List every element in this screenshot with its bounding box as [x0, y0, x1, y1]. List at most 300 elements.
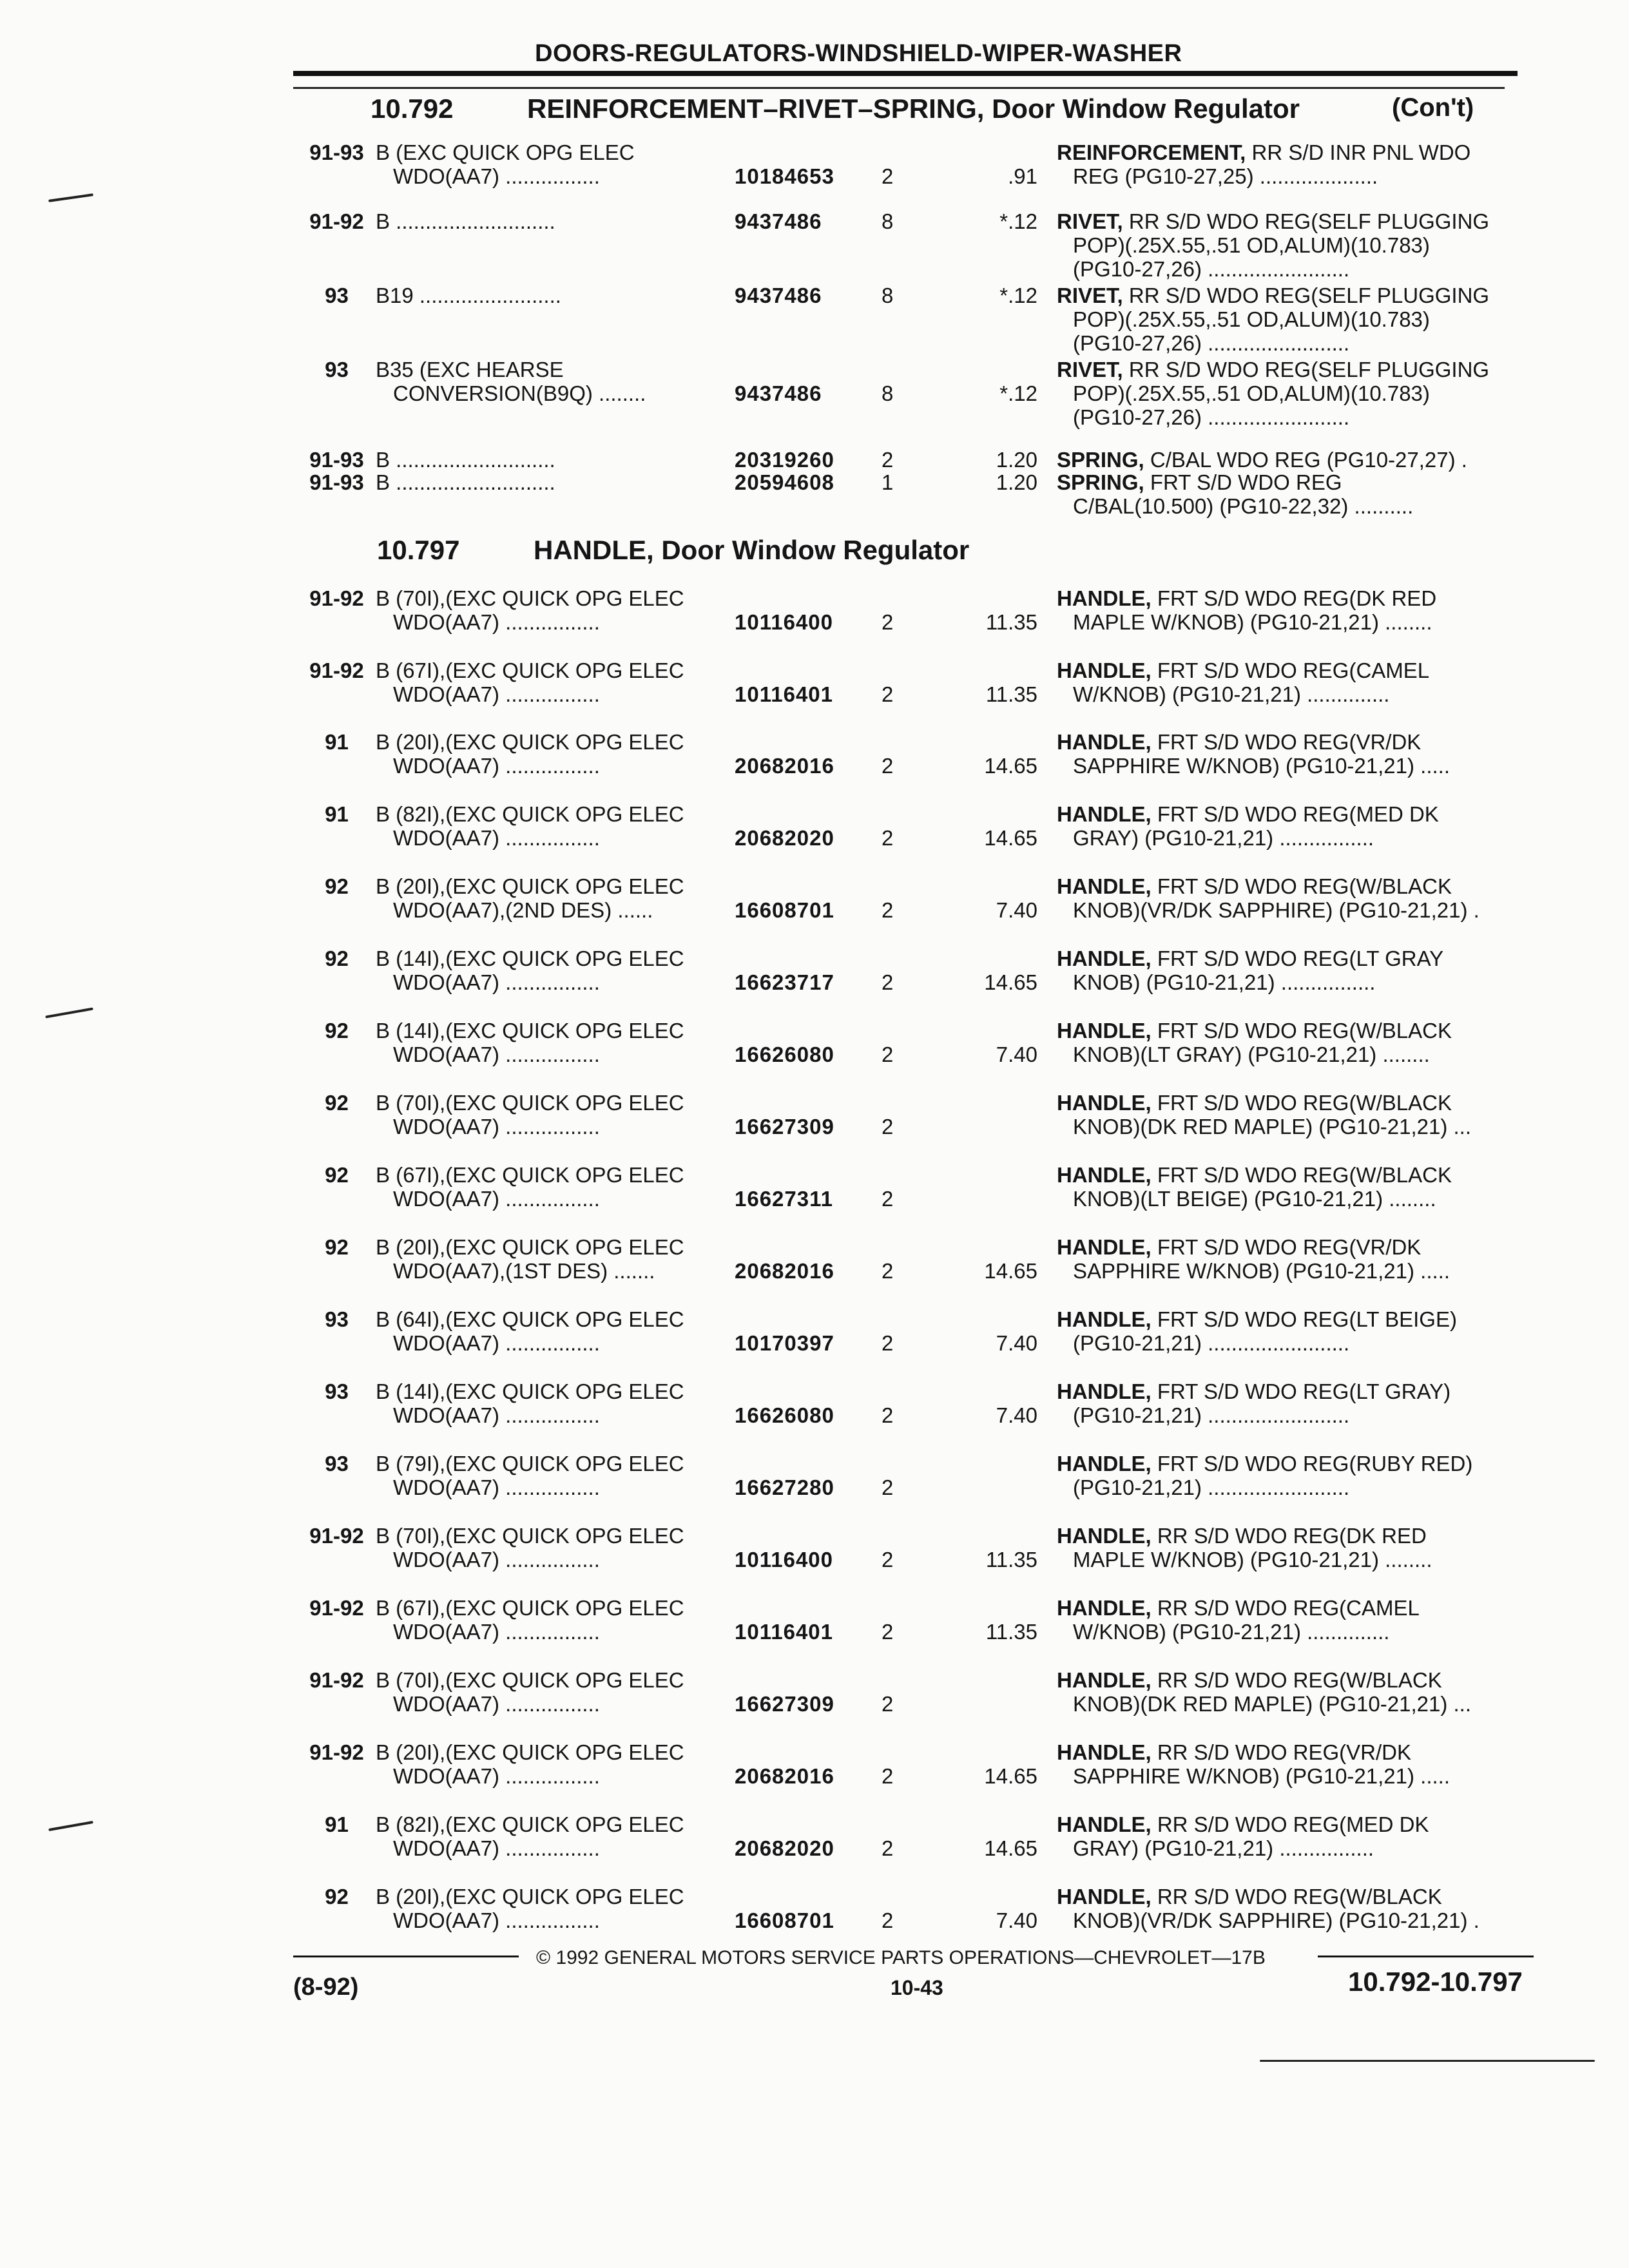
description-keyword: HANDLE, [1057, 1091, 1152, 1115]
quantity: 2 [882, 1187, 894, 1211]
part-description [1057, 1596, 1420, 1644]
price: 14.65 [984, 1764, 1037, 1788]
model-line: B (14I),(EXC QUICK OPG ELEC [376, 947, 684, 970]
model-description [376, 1524, 684, 1571]
binder-mark [48, 1821, 93, 1831]
description-keyword: REINFORCEMENT, [1057, 140, 1246, 164]
model-line: B (82I),(EXC QUICK OPG ELEC [376, 1812, 684, 1836]
part-description [1057, 874, 1480, 922]
part-number: 16627309 [735, 1115, 834, 1139]
header-rule-thin [293, 87, 1505, 89]
description-line: KNOB)(LT GRAY) (PG10-21,21) ........ [1073, 1043, 1430, 1066]
description-keyword: HANDLE, [1057, 1524, 1152, 1548]
description-keyword: RIVET, [1057, 358, 1123, 381]
model-description [376, 947, 684, 994]
revision-date: (8-92) [293, 1974, 359, 2001]
description-text: FRT S/D WDO REG(LT GRAY [1157, 947, 1444, 970]
description-text: FRT S/D WDO REG(MED DK [1157, 802, 1439, 826]
description-text: FRT S/D WDO REG(W/BLACK [1157, 1163, 1452, 1187]
quantity: 2 [882, 970, 894, 994]
model-line: WDO(AA7) ................ [393, 1475, 600, 1499]
description-keyword: HANDLE, [1057, 1307, 1152, 1331]
price: 7.40 [996, 1908, 1037, 1932]
part-number: 16608701 [735, 1908, 834, 1932]
description-line [1057, 1379, 1451, 1403]
price: *.12 [999, 284, 1037, 307]
description-keyword: SPRING, [1057, 470, 1144, 494]
description-text: FRT S/D WDO REG(VR/DK [1157, 730, 1422, 754]
description-keyword: HANDLE, [1057, 1379, 1152, 1403]
section-heading-10792 [371, 93, 1300, 124]
part-description [1057, 1668, 1471, 1716]
model-description [376, 1885, 684, 1932]
part-description [1057, 1235, 1450, 1283]
part-number: 16626080 [735, 1403, 834, 1427]
model-line: B ........................... [376, 448, 555, 472]
model-line: WDO(AA7) ................ [393, 1548, 600, 1571]
description-keyword: HANDLE, [1057, 1452, 1152, 1475]
description-keyword: HANDLE, [1057, 658, 1152, 682]
description-keyword: HANDLE, [1057, 1235, 1152, 1259]
binder-mark [45, 1008, 93, 1019]
part-description [1057, 1019, 1452, 1066]
quantity: 2 [882, 1331, 894, 1355]
model-year: 91-92 [309, 1740, 364, 1764]
model-description [376, 1668, 684, 1716]
model-line: B (14I),(EXC QUICK OPG ELEC [376, 1379, 684, 1403]
part-number: 9437486 [735, 284, 822, 307]
model-year: 91-92 [309, 586, 364, 610]
price: 1.20 [996, 470, 1037, 494]
quantity: 2 [882, 1692, 894, 1716]
description-line: SAPPHIRE W/KNOB) (PG10-21,21) ..... [1073, 754, 1450, 778]
quantity: 2 [882, 1836, 894, 1860]
model-year: 93 [325, 1452, 349, 1475]
description-line [1057, 1596, 1420, 1620]
model-description [376, 448, 555, 472]
price: 11.35 [985, 610, 1037, 634]
model-line: WDO(AA7) ................ [393, 1115, 600, 1139]
part-number: 20682020 [735, 1836, 834, 1860]
price: 7.40 [996, 1043, 1037, 1066]
model-description [376, 1163, 684, 1211]
description-line: (PG10-27,26) ........................ [1073, 405, 1350, 429]
part-description [1057, 1163, 1452, 1211]
description-text: RR S/D WDO REG(MED DK [1157, 1812, 1429, 1836]
description-line [1057, 1307, 1457, 1331]
description-keyword: HANDLE, [1057, 1885, 1152, 1908]
description-text: FRT S/D WDO REG(RUBY RED) [1157, 1452, 1473, 1475]
model-line: B (67I),(EXC QUICK OPG ELEC [376, 658, 684, 682]
model-description [376, 1740, 684, 1788]
description-text: RR S/D WDO REG(SELF PLUGGING [1128, 209, 1490, 233]
quantity: 2 [882, 1764, 894, 1788]
description-text: RR S/D WDO REG(SELF PLUGGING [1128, 284, 1490, 307]
quantity: 2 [882, 898, 894, 922]
model-line: WDO(AA7) ................ [393, 682, 600, 706]
description-text: FRT S/D WDO REG(W/BLACK [1157, 1091, 1452, 1115]
description-text: RR S/D WDO REG(DK RED [1157, 1524, 1427, 1548]
quantity: 2 [882, 826, 894, 850]
description-line [1057, 802, 1439, 826]
model-description [376, 1379, 684, 1427]
model-line: B (67I),(EXC QUICK OPG ELEC [376, 1596, 684, 1620]
description-keyword: HANDLE, [1057, 802, 1152, 826]
model-line: WDO(AA7) ................ [393, 610, 600, 634]
footer-rule-left [293, 1956, 519, 1957]
model-line: WDO(AA7) ................ [393, 754, 600, 778]
model-year: 91-92 [309, 1524, 364, 1548]
part-number: 16627311 [735, 1187, 834, 1211]
description-line: SAPPHIRE W/KNOB) (PG10-21,21) ..... [1073, 1259, 1450, 1283]
description-line [1057, 1235, 1450, 1259]
model-line: B ........................... [376, 470, 555, 494]
description-line: GRAY) (PG10-21,21) ................ [1073, 1836, 1374, 1860]
description-text: FRT S/D WDO REG(W/BLACK [1157, 1019, 1452, 1043]
price: 7.40 [996, 898, 1037, 922]
description-line: KNOB)(LT BEIGE) (PG10-21,21) ........ [1073, 1187, 1436, 1211]
description-line [1057, 947, 1443, 970]
description-text: FRT S/D WDO REG(CAMEL [1157, 658, 1430, 682]
part-number: 16627280 [735, 1475, 834, 1499]
model-description [376, 730, 684, 778]
section-title: REINFORCEMENT–RIVET–SPRING, Door Window Regulator [527, 93, 1300, 124]
description-line [1057, 140, 1470, 164]
model-line: WDO(AA7) ................ [393, 1764, 600, 1788]
description-line [1057, 1091, 1471, 1115]
description-line [1057, 730, 1450, 754]
header-rule [293, 71, 1518, 76]
part-description [1057, 1885, 1480, 1932]
quantity: 8 [882, 381, 894, 405]
model-line: WDO(AA7),(1ST DES) ....... [393, 1259, 655, 1283]
part-description [1057, 1812, 1429, 1860]
description-line: W/KNOB) (PG10-21,21) .............. [1073, 682, 1390, 706]
model-line: WDO(AA7) ................ [393, 1187, 600, 1211]
model-description [376, 658, 684, 706]
description-line: MAPLE W/KNOB) (PG10-21,21) ........ [1073, 1548, 1432, 1571]
description-line [1057, 1524, 1432, 1548]
model-line: WDO(AA7),(2ND DES) ...... [393, 898, 653, 922]
section-title: HANDLE, Door Window Regulator [534, 535, 970, 565]
description-line: W/KNOB) (PG10-21,21) .............. [1073, 1620, 1390, 1644]
description-line: POP)(.25X.55,.51 OD,ALUM)(10.783) [1073, 381, 1430, 405]
description-keyword: HANDLE, [1057, 1163, 1152, 1187]
quantity: 2 [882, 1475, 894, 1499]
description-keyword: HANDLE, [1057, 730, 1152, 754]
part-number: 9437486 [735, 209, 822, 233]
part-description [1057, 209, 1489, 281]
page-number: 10-43 [891, 1976, 943, 1999]
quantity: 2 [882, 682, 894, 706]
part-number: 20594608 [735, 470, 834, 494]
description-line [1057, 284, 1489, 307]
model-line: WDO(AA7) ................ [393, 970, 600, 994]
model-description [376, 1019, 684, 1066]
model-year: 93 [325, 1307, 349, 1331]
model-year: 93 [325, 358, 349, 381]
price: 14.65 [984, 754, 1037, 778]
description-keyword: RIVET, [1057, 209, 1123, 233]
description-text: RR S/D WDO REG(CAMEL [1157, 1596, 1420, 1620]
quantity: 1 [882, 470, 894, 494]
part-number: 10116401 [735, 1620, 834, 1644]
model-line: B35 (EXC HEARSE [376, 358, 564, 381]
part-description [1057, 470, 1413, 518]
part-number: 9437486 [735, 381, 822, 405]
part-description [1057, 284, 1489, 355]
description-text: FRT S/D WDO REG [1150, 470, 1342, 494]
description-text: RR S/D WDO REG(W/BLACK [1157, 1885, 1442, 1908]
price: 14.65 [984, 970, 1037, 994]
model-year: 91-92 [309, 1596, 364, 1620]
model-line: WDO(AA7) ................ [393, 1331, 600, 1355]
description-line [1057, 209, 1489, 233]
quantity: 8 [882, 209, 894, 233]
description-text: FRT S/D WDO REG(VR/DK [1157, 1235, 1422, 1259]
part-description [1057, 140, 1470, 188]
price: 14.65 [984, 1836, 1037, 1860]
model-year: 91-92 [309, 658, 364, 682]
description-keyword: HANDLE, [1057, 586, 1152, 610]
description-line: REG (PG10-27,25) .................... [1073, 164, 1378, 188]
model-line: B (14I),(EXC QUICK OPG ELEC [376, 1019, 684, 1043]
description-line: (PG10-21,21) ........................ [1073, 1475, 1350, 1499]
price: *.12 [999, 381, 1037, 405]
model-year: 91-93 [309, 470, 364, 494]
model-line: B (20I),(EXC QUICK OPG ELEC [376, 1235, 684, 1259]
model-line: B (20I),(EXC QUICK OPG ELEC [376, 1740, 684, 1764]
description-line [1057, 586, 1436, 610]
description-keyword: HANDLE, [1057, 947, 1152, 970]
model-year: 92 [325, 874, 349, 898]
part-description [1057, 802, 1439, 850]
part-description [1057, 947, 1443, 994]
description-keyword: HANDLE, [1057, 1019, 1152, 1043]
model-year: 91 [325, 1812, 349, 1836]
quantity: 2 [882, 754, 894, 778]
description-line [1057, 1452, 1472, 1475]
model-line: WDO(AA7) ................ [393, 1692, 600, 1716]
description-keyword: SPRING, [1057, 448, 1144, 472]
description-line: C/BAL(10.500) (PG10-22,32) .......... [1073, 494, 1414, 518]
description-line [1057, 1740, 1450, 1764]
model-year: 91 [325, 730, 349, 754]
part-description [1057, 1740, 1450, 1788]
model-description [376, 209, 555, 233]
model-line: B (82I),(EXC QUICK OPG ELEC [376, 802, 684, 826]
model-description [376, 586, 684, 634]
model-year: 92 [325, 1235, 349, 1259]
description-text: C/BAL WDO REG (PG10-27,27) . [1150, 448, 1467, 472]
description-text: FRT S/D WDO REG(LT GRAY) [1157, 1379, 1451, 1403]
model-year: 91-93 [309, 140, 364, 164]
description-line [1057, 1812, 1429, 1836]
part-description [1057, 1524, 1432, 1571]
model-line: WDO(AA7) ................ [393, 164, 600, 188]
model-year: 91 [325, 802, 349, 826]
description-line: KNOB) (PG10-21,21) ................ [1073, 970, 1376, 994]
description-line: KNOB)(DK RED MAPLE) (PG10-21,21) ... [1073, 1692, 1471, 1716]
description-text: RR S/D WDO REG(W/BLACK [1157, 1668, 1442, 1692]
model-year: 92 [325, 1163, 349, 1187]
model-line: B (20I),(EXC QUICK OPG ELEC [376, 1885, 684, 1908]
description-text: FRT S/D WDO REG(W/BLACK [1157, 874, 1452, 898]
copyright: © 1992 GENERAL MOTORS SERVICE PARTS OPERATIONS—CHEVROLET—17B [536, 1947, 1266, 1968]
description-text: RR S/D INR PNL WDO [1251, 140, 1471, 164]
quantity: 2 [882, 1908, 894, 1932]
model-line: WDO(AA7) ................ [393, 1836, 600, 1860]
model-line: B ........................... [376, 209, 555, 233]
quantity: 8 [882, 284, 894, 307]
description-text: RR S/D WDO REG(VR/DK [1157, 1740, 1412, 1764]
section-number: 10.792 [371, 93, 454, 124]
part-number: 10184653 [735, 164, 834, 188]
description-line [1057, 658, 1429, 682]
part-number: 10116400 [735, 610, 834, 634]
description-keyword: HANDLE, [1057, 1812, 1152, 1836]
model-year: 93 [325, 1379, 349, 1403]
model-line: B (20I),(EXC QUICK OPG ELEC [376, 730, 684, 754]
quantity: 2 [882, 1620, 894, 1644]
description-line [1057, 874, 1480, 898]
model-line: WDO(AA7) ................ [393, 1043, 600, 1066]
description-line: POP)(.25X.55,.51 OD,ALUM)(10.783) [1073, 307, 1430, 331]
part-description [1057, 586, 1436, 634]
description-line: (PG10-21,21) ........................ [1073, 1403, 1350, 1427]
model-description [376, 802, 684, 850]
price: 11.35 [985, 1620, 1037, 1644]
part-description [1057, 1091, 1471, 1139]
description-line [1057, 1885, 1480, 1908]
part-number: 16608701 [735, 898, 834, 922]
part-number: 20682016 [735, 754, 834, 778]
model-line: B (70I),(EXC QUICK OPG ELEC [376, 1668, 684, 1692]
model-line: B (70I),(EXC QUICK OPG ELEC [376, 1524, 684, 1548]
quantity: 2 [882, 448, 894, 472]
description-line: POP)(.25X.55,.51 OD,ALUM)(10.783) [1073, 233, 1430, 257]
description-line: (PG10-27,26) ........................ [1073, 257, 1350, 281]
quantity: 2 [882, 1115, 894, 1139]
part-number: 16623717 [735, 970, 834, 994]
model-year: 91-92 [309, 1668, 364, 1692]
part-number: 20682016 [735, 1259, 834, 1283]
description-line: SAPPHIRE W/KNOB) (PG10-21,21) ..... [1073, 1764, 1450, 1788]
description-line [1057, 1668, 1471, 1692]
model-year: 91-93 [309, 448, 364, 472]
description-keyword: HANDLE, [1057, 1740, 1152, 1764]
description-line: MAPLE W/KNOB) (PG10-21,21) ........ [1073, 610, 1432, 634]
description-line: KNOB)(VR/DK SAPPHIRE) (PG10-21,21) . [1073, 1908, 1480, 1932]
part-description [1057, 358, 1489, 429]
quantity: 2 [882, 1403, 894, 1427]
price: 14.65 [984, 1259, 1037, 1283]
part-number: 20319260 [735, 448, 834, 472]
model-description [376, 140, 635, 188]
part-number: 10116401 [735, 682, 834, 706]
part-number: 16626080 [735, 1043, 834, 1066]
model-description [376, 1812, 684, 1860]
description-line: KNOB)(DK RED MAPLE) (PG10-21,21) ... [1073, 1115, 1471, 1139]
price: 7.40 [996, 1403, 1037, 1427]
model-line: B (EXC QUICK OPG ELEC [376, 140, 635, 164]
model-year: 92 [325, 947, 349, 970]
price: 14.65 [984, 826, 1037, 850]
description-text: FRT S/D WDO REG(DK RED [1157, 586, 1437, 610]
description-line [1057, 470, 1413, 494]
description-line [1057, 1163, 1452, 1187]
model-description [376, 470, 555, 494]
description-text: FRT S/D WDO REG(LT BEIGE) [1157, 1307, 1457, 1331]
description-line [1057, 1019, 1452, 1043]
section-heading-10797 [377, 535, 969, 566]
model-description [376, 874, 684, 922]
price: .91 [1008, 164, 1037, 188]
model-line: WDO(AA7) ................ [393, 1620, 600, 1644]
description-line: KNOB)(VR/DK SAPPHIRE) (PG10-21,21) . [1073, 898, 1480, 922]
part-number: 20682016 [735, 1764, 834, 1788]
model-year: 93 [325, 284, 349, 307]
model-line: B (70I),(EXC QUICK OPG ELEC [376, 1091, 684, 1115]
section-number: 10.797 [377, 535, 460, 565]
model-description [376, 284, 561, 307]
model-line: B19 ........................ [376, 284, 561, 307]
model-description [376, 358, 646, 405]
part-number: 16627309 [735, 1692, 834, 1716]
description-text: RR S/D WDO REG(SELF PLUGGING [1128, 358, 1490, 381]
page-title: DOORS-REGULATORS-WINDSHIELD-WIPER-WASHER [535, 40, 1182, 67]
part-number: 10170397 [735, 1331, 834, 1355]
model-line: B (79I),(EXC QUICK OPG ELEC [376, 1452, 684, 1475]
description-keyword: HANDLE, [1057, 1596, 1152, 1620]
part-number: 20682020 [735, 826, 834, 850]
description-keyword: RIVET, [1057, 284, 1123, 307]
model-description [376, 1596, 684, 1644]
quantity: 2 [882, 1548, 894, 1571]
model-line: WDO(AA7) ................ [393, 1403, 600, 1427]
description-line [1057, 358, 1489, 381]
price: 11.35 [985, 1548, 1037, 1571]
model-year: 92 [325, 1091, 349, 1115]
model-line: B (20I),(EXC QUICK OPG ELEC [376, 874, 684, 898]
model-description [376, 1452, 684, 1499]
model-description [376, 1091, 684, 1139]
part-description [1057, 1452, 1472, 1499]
description-line: (PG10-21,21) ........................ [1073, 1331, 1350, 1355]
part-description [1057, 658, 1429, 706]
part-description [1057, 1379, 1451, 1427]
part-number: 10116400 [735, 1548, 834, 1571]
description-keyword: HANDLE, [1057, 1668, 1152, 1692]
description-keyword: HANDLE, [1057, 874, 1152, 898]
part-description [1057, 448, 1467, 472]
part-description [1057, 730, 1450, 778]
continued-label: (Con't) [1392, 93, 1474, 122]
description-line: (PG10-27,26) ........................ [1073, 331, 1350, 355]
price: 7.40 [996, 1331, 1037, 1355]
description-line [1057, 448, 1467, 472]
model-line: WDO(AA7) ................ [393, 826, 600, 850]
model-line: B (67I),(EXC QUICK OPG ELEC [376, 1163, 684, 1187]
footer-rule-right [1318, 1956, 1534, 1957]
model-line: WDO(AA7) ................ [393, 1908, 600, 1932]
quantity: 2 [882, 610, 894, 634]
quantity: 2 [882, 1259, 894, 1283]
model-year: 92 [325, 1885, 349, 1908]
model-year: 91-92 [309, 209, 364, 233]
quantity: 2 [882, 164, 894, 188]
section-range: 10.792-10.797 [1348, 1966, 1523, 1997]
